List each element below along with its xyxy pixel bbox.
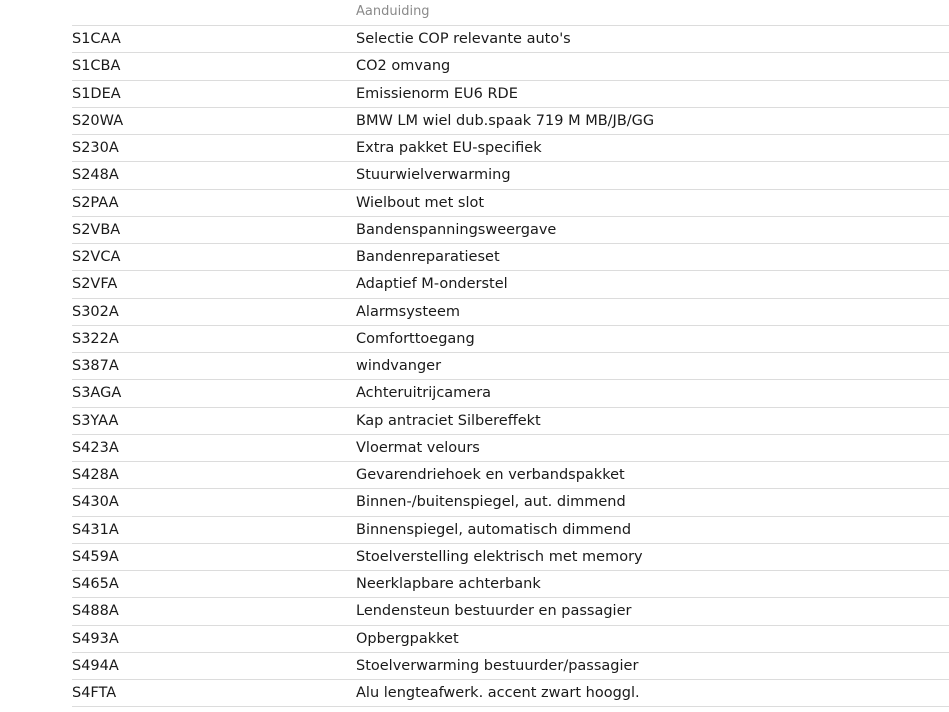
table-row bbox=[72, 108, 949, 135]
option-description: Stuurwielverwarming bbox=[356, 167, 511, 184]
table-row bbox=[72, 217, 949, 244]
option-code: S2PAA bbox=[72, 194, 119, 211]
option-description: Bandenspanningsweergave bbox=[356, 221, 557, 238]
option-description: Binnen-/buitenspiegel, aut. dimmend bbox=[356, 494, 626, 511]
option-code: S302A bbox=[72, 303, 119, 320]
option-description: Binnenspiegel, automatisch dimmend bbox=[356, 521, 632, 538]
table-row bbox=[72, 517, 949, 544]
option-description: windvanger bbox=[356, 358, 442, 374]
option-code: S3YAA bbox=[72, 412, 119, 429]
table-body bbox=[72, 26, 949, 707]
option-description: Vloermat velours bbox=[356, 439, 480, 456]
option-code: S1CAA bbox=[72, 31, 121, 47]
table-row bbox=[72, 653, 949, 680]
option-code: S2VFA bbox=[72, 276, 118, 293]
option-code: S494A bbox=[72, 657, 119, 674]
table-row bbox=[72, 626, 949, 653]
option-code: S230A bbox=[72, 140, 119, 156]
options-table bbox=[72, 0, 949, 707]
table-row bbox=[72, 462, 949, 489]
table-row bbox=[72, 135, 949, 162]
option-description: Kap antraciet Silbereffekt bbox=[356, 412, 541, 429]
option-description: BMW LM wiel dub.spaak 719 M MB/JB/GG bbox=[356, 112, 655, 129]
option-description: Stoelverstelling elektrisch met memory bbox=[356, 548, 643, 565]
table-row bbox=[72, 435, 949, 462]
table-row bbox=[72, 244, 949, 271]
table-row bbox=[72, 353, 949, 380]
table-row bbox=[72, 162, 949, 189]
option-description: CO2 omvang bbox=[356, 58, 451, 75]
option-code: S1CBA bbox=[72, 58, 121, 75]
table-row bbox=[72, 271, 949, 298]
option-code: S1DEA bbox=[72, 85, 121, 102]
option-code: S248A bbox=[72, 167, 119, 184]
option-code: S423A bbox=[72, 439, 119, 456]
option-description: Selectie COP relevante auto's bbox=[356, 31, 571, 47]
option-code: S465A bbox=[72, 576, 119, 592]
option-code: S488A bbox=[72, 603, 119, 620]
option-description: Bandenreparatieset bbox=[356, 249, 500, 265]
option-code: S2VBA bbox=[72, 221, 121, 238]
option-code: S387A bbox=[72, 358, 119, 374]
table-row bbox=[72, 544, 949, 571]
option-description: Achteruitrijcamera bbox=[356, 385, 492, 402]
table-row bbox=[72, 489, 949, 516]
option-code: S493A bbox=[72, 630, 119, 647]
option-description: Lendensteun bestuurder en passagier bbox=[356, 603, 632, 620]
table-row bbox=[72, 571, 949, 598]
option-description: Wielbout met slot bbox=[356, 194, 485, 211]
option-description: Alu lengteafwerk. accent zwart hooggl. bbox=[356, 685, 640, 701]
option-code: S3AGA bbox=[72, 385, 122, 402]
option-code: S2VCA bbox=[72, 249, 121, 265]
table-row bbox=[72, 326, 949, 353]
option-description: Emissienorm EU6 RDE bbox=[356, 85, 518, 102]
table-header bbox=[72, 0, 949, 26]
option-description: Stoelverwarming bestuurder/passagier bbox=[356, 657, 639, 674]
option-description: Alarmsysteem bbox=[356, 303, 461, 320]
option-code: S459A bbox=[72, 548, 119, 565]
column-header-description: Aanduiding bbox=[356, 4, 430, 19]
table-row bbox=[72, 680, 949, 707]
table-row bbox=[72, 53, 949, 80]
table-row bbox=[72, 299, 949, 326]
option-description: Neerklapbare achterbank bbox=[356, 576, 541, 592]
option-description: Extra pakket EU-specifiek bbox=[356, 140, 542, 156]
option-code: S431A bbox=[72, 521, 119, 538]
option-description: Opbergpakket bbox=[356, 630, 459, 647]
option-code: S4FTA bbox=[72, 685, 117, 701]
option-description: Adaptief M-onderstel bbox=[356, 276, 508, 293]
table-row bbox=[72, 408, 949, 435]
table-row bbox=[72, 81, 949, 108]
option-description: Gevarendriehoek en verbandspakket bbox=[356, 467, 625, 483]
table-row bbox=[72, 26, 949, 53]
option-code: S20WA bbox=[72, 112, 124, 129]
option-code: S428A bbox=[72, 467, 119, 483]
option-code: S430A bbox=[72, 494, 119, 511]
table-row bbox=[72, 598, 949, 625]
option-description: Comforttoegang bbox=[356, 330, 475, 347]
table-row bbox=[72, 190, 949, 217]
option-code: S322A bbox=[72, 330, 119, 347]
table-row bbox=[72, 380, 949, 407]
